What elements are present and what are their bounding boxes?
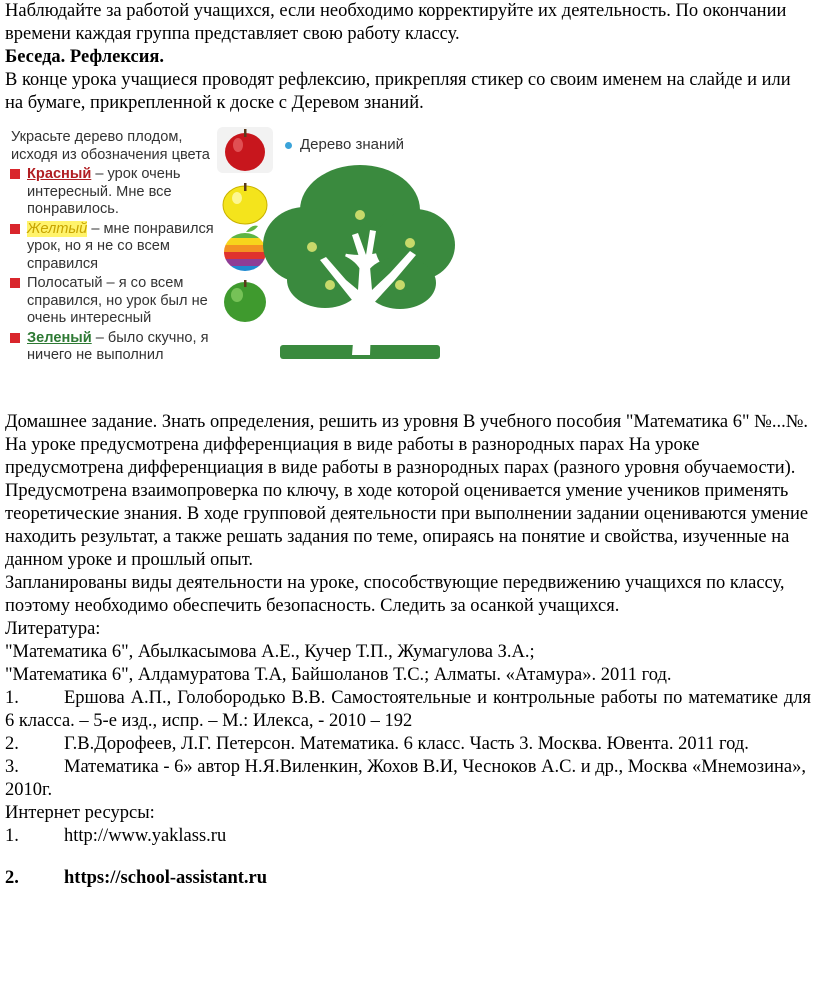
figure-legend (7, 129, 219, 365)
reference-number: 3. (5, 757, 19, 777)
legend-item-yellow (7, 221, 219, 274)
reference-text: Г.В.Дорофеев, Л.Г. Петерсон. Математика. 6 класс. Часть 3. Москва. Ювента. 2011 год. (64, 734, 749, 754)
reflection-figure (5, 125, 435, 407)
bullet-icon (10, 224, 20, 234)
legend-item-red (7, 166, 219, 219)
legend-text: Полосатый – я со всем справился, но урок был не очень интересный (27, 275, 208, 326)
link-number: 2. (5, 868, 19, 888)
reference-item (5, 687, 811, 733)
bullet-icon (10, 333, 20, 343)
link-school-assistant[interactable]: https://school-assistant.ru (64, 868, 268, 888)
safety-paragraph: Запланированы виды деятельности на уроке, способствующие передвижению учащихся по классу, поэтому необходимо обеспечить безопасность. Следить за осанкой учащихся. (5, 573, 785, 616)
link-item (5, 825, 811, 848)
reference-number: 1. (5, 688, 19, 708)
internet-title: Интернет ресурсы: (5, 803, 155, 823)
reference-text: Математика - 6» автор Н.Я.Виленкин, Жохов В.И, Чесноков А.С. и др., Москва «Мнемозина», 2010г. (5, 757, 806, 800)
bullet-dot-icon (285, 142, 292, 149)
color-word-green: Зеленый (27, 329, 92, 346)
legend-text: – урок очень интересный. Мне все понравилось. (27, 166, 181, 217)
literature-title: Литература: (5, 619, 101, 639)
link-number: 1. (5, 826, 19, 846)
knowledge-tree-icon (260, 155, 460, 365)
homework-paragraph: Домашнее задание. Знать определения, решить из уровня В учебного пособия "Математика 6" №...№. (5, 412, 808, 432)
differentiation-paragraph: На уроке предусмотрена дифференциация в виде работы в разнородных парах На уроке предусмотрена дифференциация в виде работы в разнородных парах (разного уровня обучаемости). (5, 435, 796, 478)
color-word-yellow: Желтый (27, 220, 88, 237)
reference-item (5, 733, 811, 756)
legend-item-green (7, 330, 219, 365)
section-heading: Беседа. Рефлексия. (5, 47, 165, 67)
reflection-paragraph: В конце урока учащиеся проводят рефлексию, прикрепляя стикер со своим именем на слайде и или на бумаге, прикрепленной к доске с Деревом знаний. (5, 70, 791, 113)
literature-line: "Математика 6", Абылкасымова А.Е., Кучер Т.П., Жумагулова З.А.; (5, 642, 535, 662)
legend-text: – мне понравился урок, но я не со всем справился (27, 220, 214, 272)
legend-text: – было скучно, я ничего не выполнил (27, 329, 209, 363)
link-yaklass[interactable]: http://www.yaklass.ru (64, 826, 227, 846)
tree-caption-text: Дерево знаний (300, 136, 405, 153)
intro-paragraph: Наблюдайте за работой учащихся, если необходимо корректируйте их деятельность. По окончании времени каждая группа представляет свою работу классу. (5, 1, 787, 44)
color-word-red: Красный (27, 166, 92, 182)
document (5, 0, 811, 890)
bullet-icon (10, 278, 20, 288)
assessment-paragraph: Предусмотрена взаимопроверка по ключу, в ходе которой оценивается умение учеников применять теоретические знания. В ходе групповой деятельности при выполнении задании оцениваются умение находить результат, а также решать задания по теме, опираясь на понятие и свойства, изученные на данном уроке и прошлый опыт. (5, 481, 809, 570)
reference-number: 2. (5, 734, 19, 754)
literature-line: "Математика 6", Алдамуратова Т.А, Байшоланов Т.С.; Алматы. «Атамура». 2011 год. (5, 665, 672, 685)
legend-item-striped (7, 275, 219, 328)
reference-item (5, 756, 811, 802)
bullet-icon (10, 169, 20, 179)
figure-instruction: Украсьте дерево плодом, исходя из обозначения цвета (11, 129, 210, 163)
reference-text: Ершова А.П., Голобородько В.В. Самостоятельные и контрольные работы по математике для 6 класса. – 5-е изд., испр. – М.: Илекса, - 2010 – 192 (5, 688, 811, 731)
tree-caption (285, 133, 404, 156)
link-item (5, 867, 811, 890)
